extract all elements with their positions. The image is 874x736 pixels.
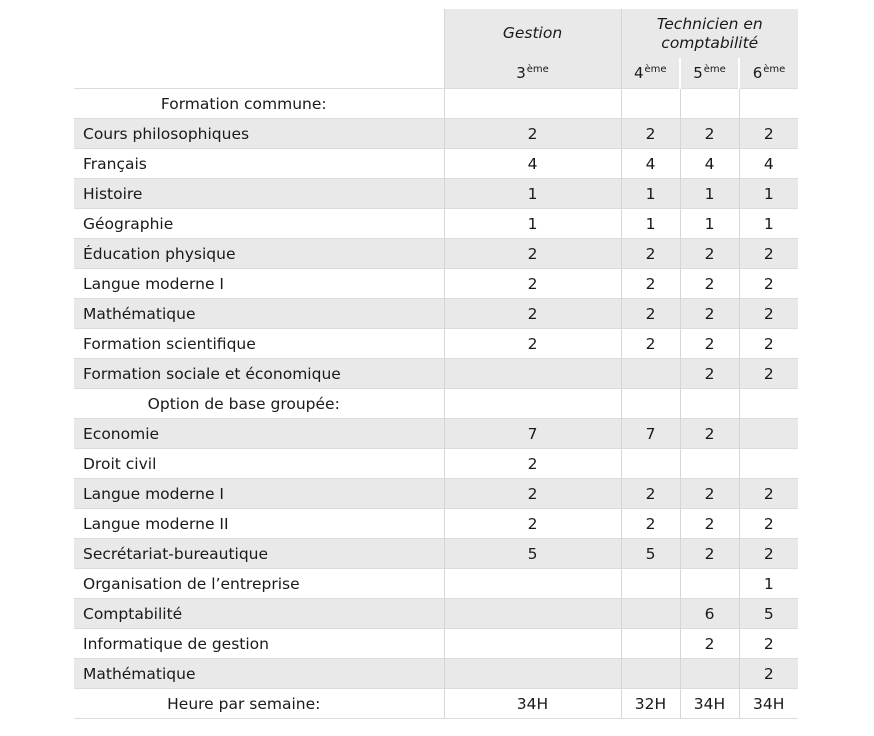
table-row [74, 659, 798, 689]
row-label: Formation commune: [74, 89, 444, 119]
hours-cell [739, 449, 798, 479]
row-label: Heure par semaine: [74, 689, 444, 719]
hours-cell: 4 [739, 149, 798, 179]
hours-cell: 2 [680, 539, 739, 569]
table-row [74, 329, 798, 359]
row-label: Histoire [74, 179, 444, 209]
hours-cell [680, 449, 739, 479]
table-row [74, 449, 798, 479]
hours-cell [444, 659, 621, 689]
hours-cell [680, 659, 739, 689]
hours-cell: 2 [444, 509, 621, 539]
hours-cell: 2 [739, 659, 798, 689]
table-row [74, 599, 798, 629]
table-row [74, 569, 798, 599]
section-header-row [74, 389, 798, 419]
hours-cell [444, 629, 621, 659]
row-label: Cours philosophiques [74, 119, 444, 149]
hours-cell: 2 [739, 299, 798, 329]
hours-cell [621, 89, 680, 119]
row-label: Option de base groupée: [74, 389, 444, 419]
group-header-technicien: Technicien en comptabilité [621, 9, 798, 58]
hours-cell: 4 [444, 149, 621, 179]
hours-cell [621, 659, 680, 689]
row-label: Informatique de gestion [74, 629, 444, 659]
hours-cell: 2 [444, 239, 621, 269]
hours-cell: 1 [680, 179, 739, 209]
hours-cell: 2 [680, 479, 739, 509]
hours-cell: 2 [739, 479, 798, 509]
table-row [74, 509, 798, 539]
hours-cell: 2 [739, 359, 798, 389]
row-label: Formation scientifique [74, 329, 444, 359]
row-label: Langue moderne II [74, 509, 444, 539]
row-label: Mathématique [74, 659, 444, 689]
year-header-3: 3ème [444, 58, 621, 89]
hours-cell [444, 89, 621, 119]
table-row [74, 629, 798, 659]
hours-cell [680, 89, 739, 119]
hours-cell: 4 [621, 149, 680, 179]
hours-cell: 2 [680, 299, 739, 329]
hours-cell: 2 [680, 629, 739, 659]
hours-cell: 2 [621, 119, 680, 149]
hours-cell [444, 599, 621, 629]
year-header-4: 4ème [621, 58, 680, 89]
hours-cell: 2 [444, 329, 621, 359]
hours-cell: 7 [444, 419, 621, 449]
hours-cell: 2 [739, 329, 798, 359]
hours-cell [680, 389, 739, 419]
hours-cell [621, 389, 680, 419]
hours-cell: 2 [739, 629, 798, 659]
hours-cell: 1 [621, 209, 680, 239]
hours-cell: 1 [739, 179, 798, 209]
hours-cell [444, 389, 621, 419]
hours-cell: 2 [621, 269, 680, 299]
table-row [74, 479, 798, 509]
row-label: Géographie [74, 209, 444, 239]
hours-cell: 1 [739, 569, 798, 599]
row-label: Organisation de l’entreprise [74, 569, 444, 599]
hours-cell: 2 [621, 509, 680, 539]
row-label: Français [74, 149, 444, 179]
table-row [74, 359, 798, 389]
table-row [74, 269, 798, 299]
hours-cell: 2 [680, 269, 739, 299]
row-label: Secrétariat-bureautique [74, 539, 444, 569]
hours-cell: 2 [739, 539, 798, 569]
hours-cell: 5 [444, 539, 621, 569]
hours-cell: 7 [621, 419, 680, 449]
hours-cell [739, 419, 798, 449]
hours-cell: 1 [444, 179, 621, 209]
hours-cell [621, 359, 680, 389]
hours-cell [621, 449, 680, 479]
hours-cell [739, 89, 798, 119]
total-row [74, 689, 798, 719]
hours-cell [621, 629, 680, 659]
hours-cell: 1 [739, 209, 798, 239]
hours-cell [739, 389, 798, 419]
hours-cell: 4 [680, 149, 739, 179]
hours-cell: 2 [739, 239, 798, 269]
hours-cell: 5 [739, 599, 798, 629]
hours-cell: 2 [621, 299, 680, 329]
hours-cell: 2 [444, 299, 621, 329]
row-label: Economie [74, 419, 444, 449]
row-label: Langue moderne I [74, 479, 444, 509]
hours-cell [621, 569, 680, 599]
header-blank [74, 9, 444, 58]
hours-cell: 2 [680, 119, 739, 149]
year-header-6: 6ème [739, 58, 798, 89]
row-label: Droit civil [74, 449, 444, 479]
hours-cell: 34H [444, 689, 621, 719]
hours-cell: 34H [739, 689, 798, 719]
row-label: Comptabilité [74, 599, 444, 629]
hours-cell: 2 [680, 509, 739, 539]
section-header-row [74, 89, 798, 119]
header-blank-2 [74, 58, 444, 89]
hours-cell: 2 [444, 269, 621, 299]
row-label: Langue moderne I [74, 269, 444, 299]
hours-cell: 2 [444, 119, 621, 149]
group-header-gestion: Gestion [444, 9, 621, 58]
row-label: Éducation physique [74, 239, 444, 269]
hours-cell: 32H [621, 689, 680, 719]
hours-cell: 2 [739, 119, 798, 149]
hours-cell: 2 [444, 479, 621, 509]
hours-cell [444, 359, 621, 389]
hours-cell: 2 [621, 479, 680, 509]
row-label: Mathématique [74, 299, 444, 329]
hours-cell: 2 [739, 509, 798, 539]
hours-cell [444, 569, 621, 599]
hours-cell: 34H [680, 689, 739, 719]
hours-cell: 2 [680, 359, 739, 389]
hours-cell: 1 [621, 179, 680, 209]
table-row [74, 209, 798, 239]
hours-cell: 2 [444, 449, 621, 479]
table-row [74, 419, 798, 449]
table-row [74, 149, 798, 179]
hours-cell [680, 569, 739, 599]
hours-cell: 5 [621, 539, 680, 569]
table-row [74, 539, 798, 569]
hours-cell [621, 599, 680, 629]
hours-cell: 2 [680, 329, 739, 359]
hours-cell: 6 [680, 599, 739, 629]
table-row [74, 119, 798, 149]
hours-cell: 2 [621, 239, 680, 269]
curriculum-table [74, 9, 798, 719]
hours-cell: 2 [680, 419, 739, 449]
hours-cell: 1 [444, 209, 621, 239]
row-label: Formation sociale et économique [74, 359, 444, 389]
table-row [74, 299, 798, 329]
year-header-5: 5ème [680, 58, 739, 89]
hours-cell: 1 [680, 209, 739, 239]
hours-cell: 2 [621, 329, 680, 359]
hours-cell: 2 [739, 269, 798, 299]
hours-cell: 2 [680, 239, 739, 269]
table-row [74, 179, 798, 209]
table-row [74, 239, 798, 269]
